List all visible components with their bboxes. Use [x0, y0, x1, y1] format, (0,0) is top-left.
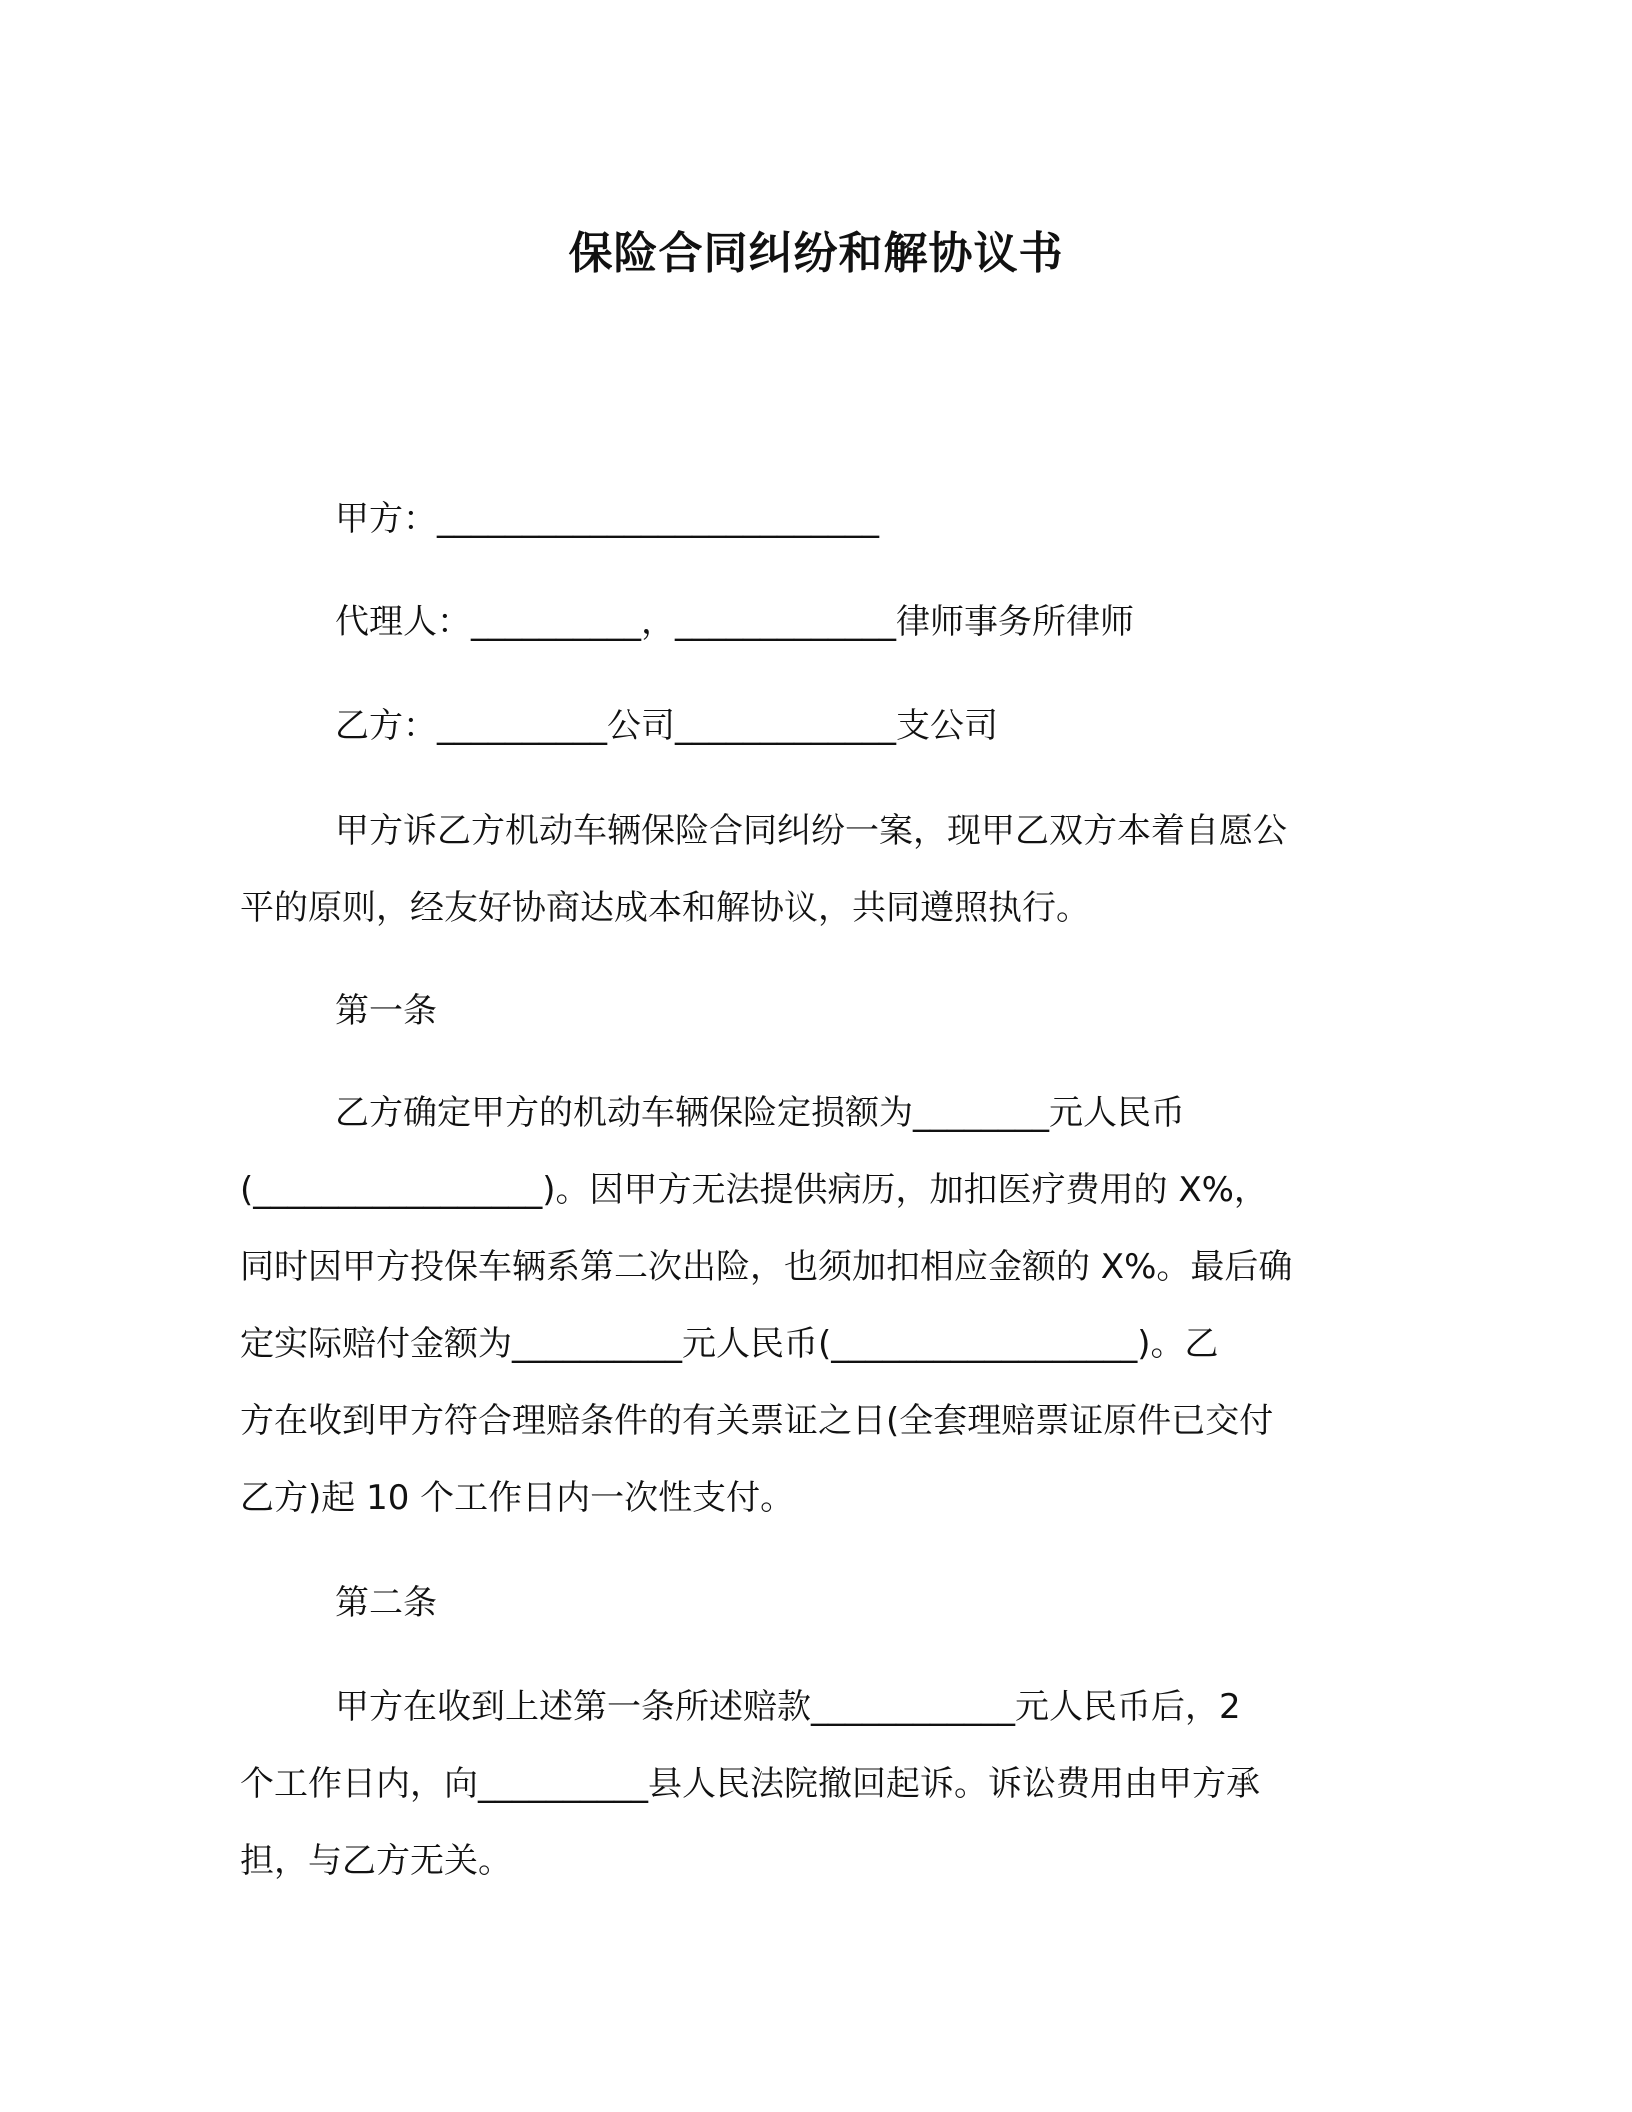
article-1-line: 乙方确定甲方的机动车辆保险定损额为________元人民币: [335, 1093, 1185, 1133]
article-2-paragraph: [240, 1669, 1390, 1900]
article-1-line: 同时因甲方投保车辆系第二次出险，也须加扣相应金额的 X%。最后确: [240, 1247, 1293, 1287]
article-1-line: 方在收到甲方符合理赔条件的有关票证之日(全套理赔票证原件已交付: [240, 1401, 1274, 1441]
article-1-line: 乙方)起 10 个工作日内一次性支付。: [240, 1478, 795, 1518]
article-1-line: (_________________)。因甲方无法提供病历，加扣医疗费用的 X%，: [240, 1170, 1268, 1210]
article-1-paragraph: [240, 1075, 1390, 1537]
article-2-line: 担，与乙方无关。: [240, 1841, 512, 1881]
intro-line: 甲方诉乙方机动车辆保险合同纠纷一案，现甲乙双方本着自愿公: [335, 811, 1287, 851]
agent-line: 代理人：__________，_____________律师事务所律师: [335, 602, 1134, 642]
document-title: 保险合同纠纷和解协议书: [568, 228, 1064, 279]
article-2-line: 甲方在收到上述第一条所述赔款____________元人民币后，2: [335, 1687, 1241, 1727]
article-2-heading: 第二条: [335, 1583, 437, 1623]
article-1-heading: 第一条: [335, 991, 437, 1031]
article-2-line: 个工作日内，向__________县人民法院撤回起诉。诉讼费用由甲方承: [240, 1764, 1260, 1804]
intro-paragraph: [240, 793, 1390, 947]
article-1-line: 定实际赔付金额为__________元人民币(__________________)。乙: [240, 1324, 1219, 1364]
intro-line: 平的原则，经友好协商达成本和解协议，共同遵照执行。: [240, 888, 1090, 928]
party-a-line: 甲方：__________________________: [335, 499, 879, 539]
party-b-line: 乙方：__________公司_____________支公司: [335, 706, 998, 746]
